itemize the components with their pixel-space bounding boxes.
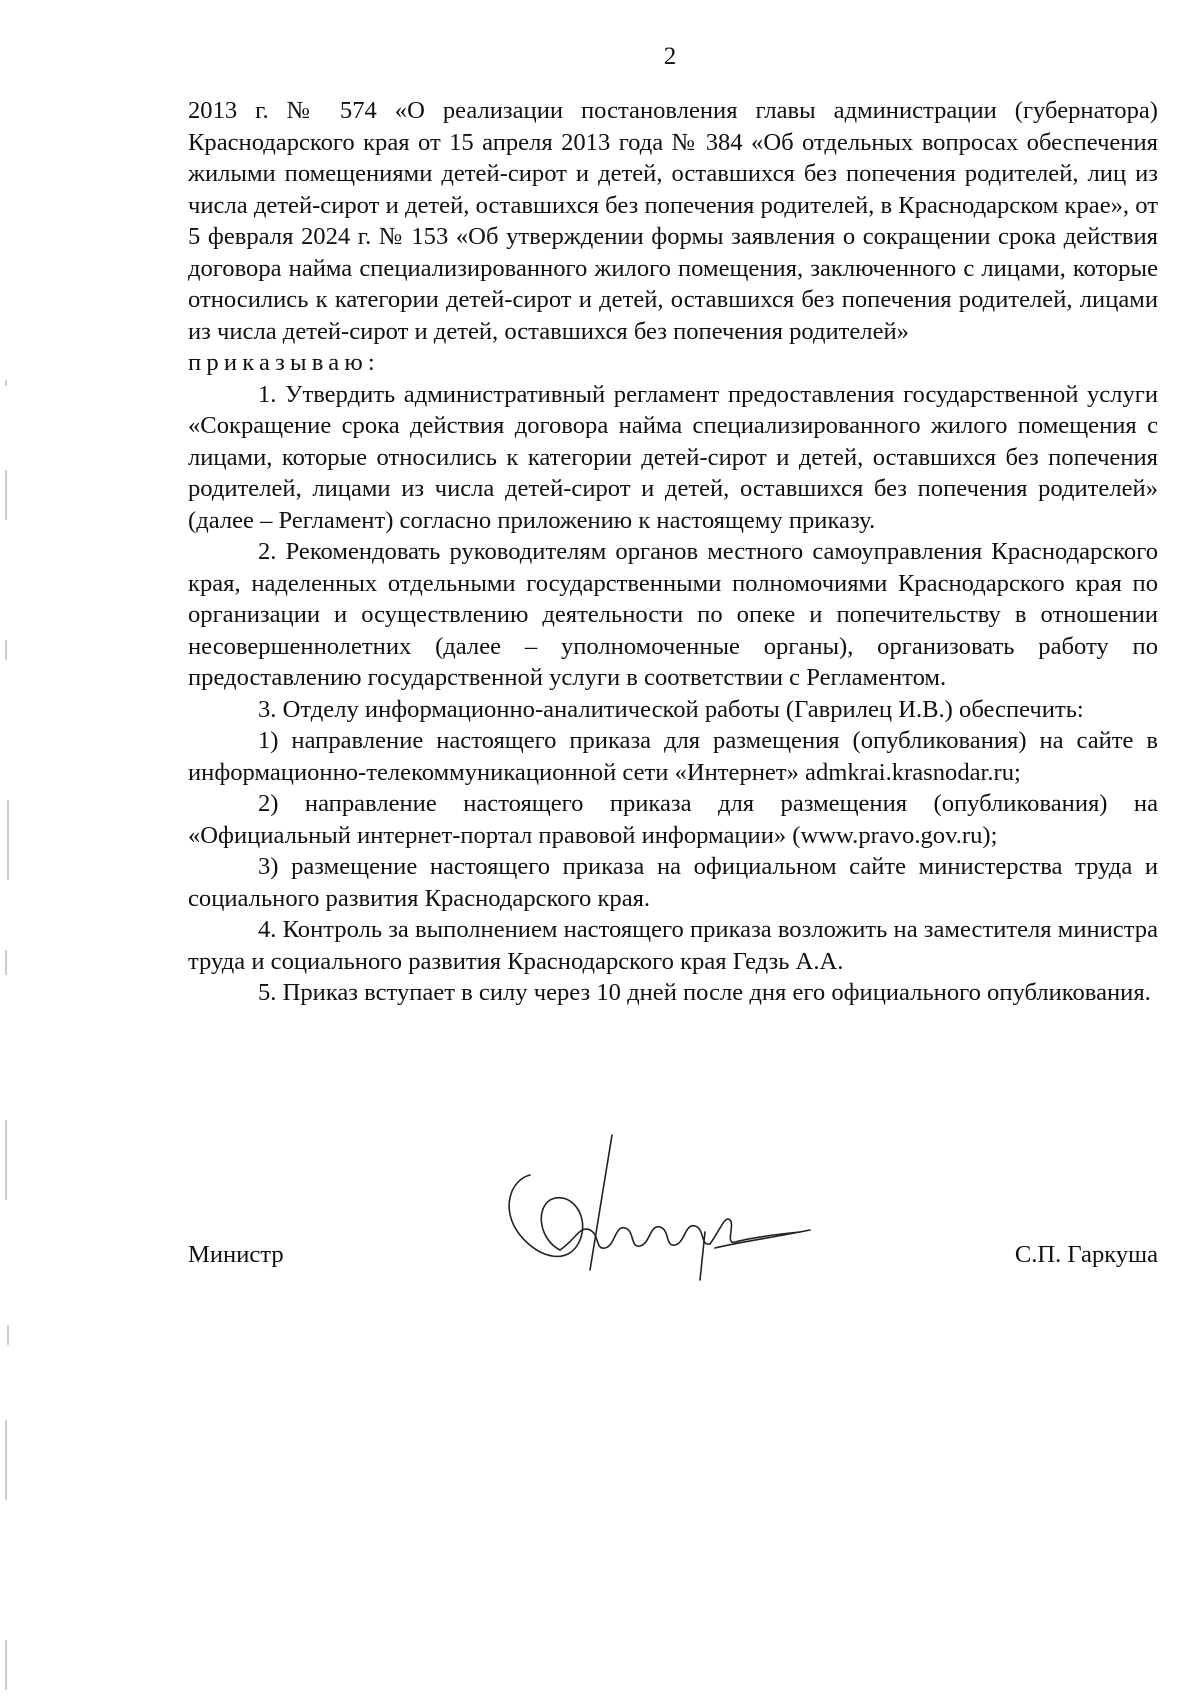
- paragraph-item-4: 4. Контроль за выполнением настоящего приказа возложить на заместителя министра труда и социального развития Краснодарского края Гедзь А.А.: [188, 916, 1158, 975]
- scan-margin-marks: [0, 0, 20, 1697]
- paragraph-item-3-1: 1) направление настоящего приказа для размещения (опубликования) на сайте в информационно-телекоммуникационной сети «Интернет» admkrai.krasnodar.ru;: [188, 727, 1158, 786]
- paragraph-order-word: приказываю:: [188, 349, 380, 376]
- document-body: [188, 95, 1158, 1009]
- paragraph-preamble: 2013 г. № 574 «О реализации постановления главы администрации (губернатора) Краснодарского края от 15 апреля 2013 года № 384 «Об отдельных вопросах обеспечения жилыми помещениями детей-сирот и детей, оставшихся без попечения родителей, лиц из числа детей-сирот и детей, оставшихся без попечения родителей, в Краснодарском крае», от 5 февраля 2024 г. № 153 «Об утверждении формы заявления о сокращении срока действия договора найма специализированного жилого помещения, заключенного с лицами, которые относились к категории детей-сирот и детей, оставшихся без попечения родителей, лицами из числа детей-сирот и детей, оставшихся без попечения родителей»: [188, 97, 1158, 345]
- paragraph-item-1: 1. Утвердить административный регламент предоставления государственной услуги «Сокращение срока действия договора найма специализированного жилого помещения с лицами, которые относились к категории детей-сирот и детей, оставшихся без попечения родителей, лицами из числа детей-сирот и детей, оставшихся без попечения родителей» (далее – Регламент) согласно приложению к настоящему приказу.: [188, 380, 1158, 534]
- signatory-name: С.П. Гаркуша: [1014, 1241, 1158, 1268]
- signatory-title: Министр: [188, 1241, 284, 1268]
- paragraph-item-5: 5. Приказ вступает в силу через 10 дней после дня его официального опубликования.: [258, 979, 1151, 1006]
- page-number: 2: [663, 43, 677, 70]
- handwritten-signature: [500, 1120, 840, 1350]
- paragraph-item-3: 3. Отделу информационно-аналитической работы (Гаврилец И.В.) обеспечить:: [258, 695, 1084, 723]
- paragraph-item-3-2: 2) направление настоящего приказа для размещения (опубликования) на «Официальный интернет-портал правовой информации» (www.pravo.gov.ru);: [188, 790, 1158, 849]
- paragraph-item-2: 2. Рекомендовать руководителям органов местного самоуправления Краснодарского края, наделенных отдельными государственными полномочиями Краснодарского края по организации и осуществлению деятельности по опеке и попечительству в отношении несовершеннолетних (далее – уполномоченные органы), организовать работу по предоставлению государственной услуги в соответствии с Регламентом.: [188, 538, 1158, 691]
- paragraph-item-3-3: 3) размещение настоящего приказа на официальном сайте министерства труда и социального развития Краснодарского края.: [188, 853, 1158, 912]
- signature-block: [188, 1240, 1158, 1300]
